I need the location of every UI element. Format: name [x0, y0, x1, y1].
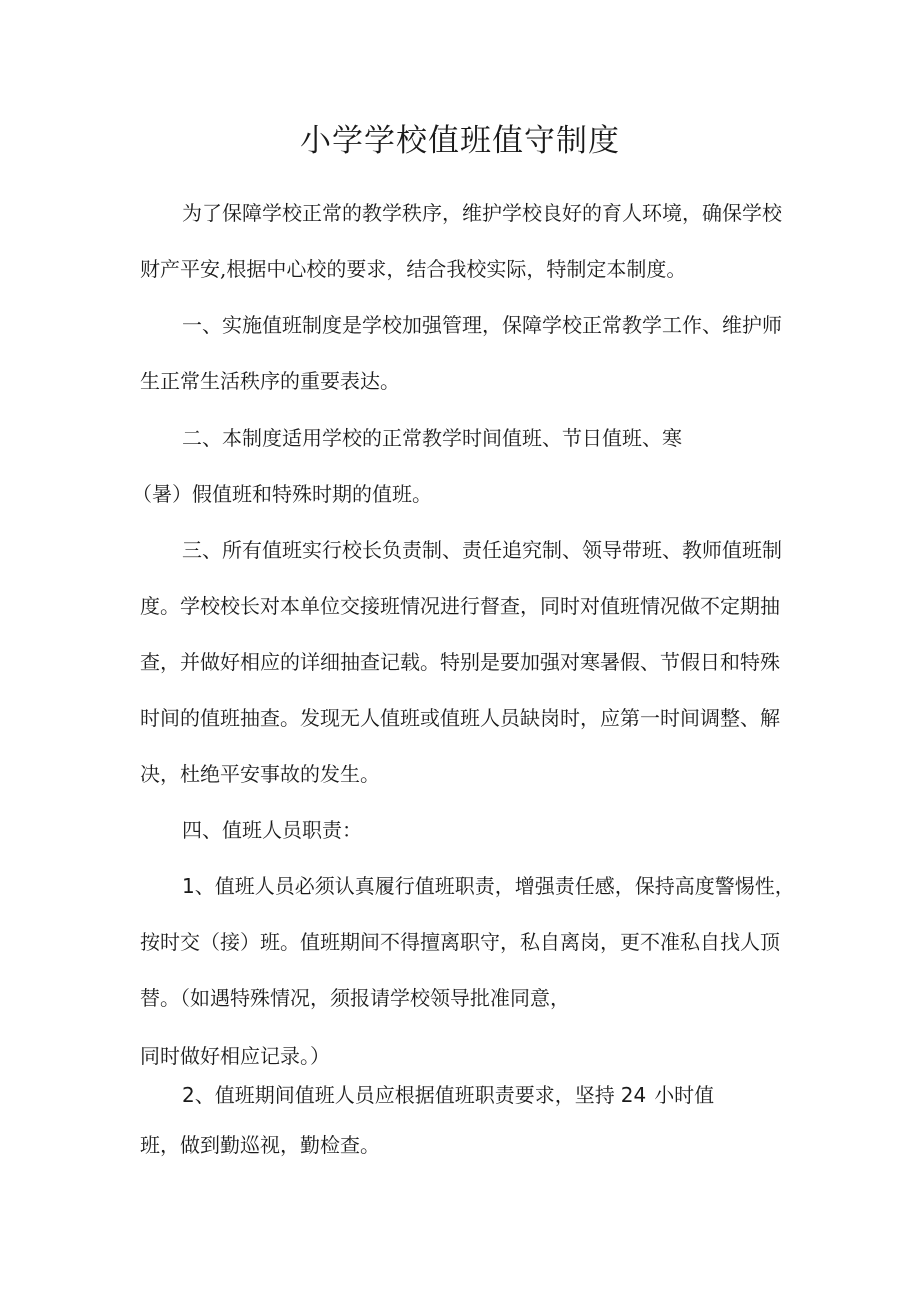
paragraph-line: 三、所有值班实行校长负责制、责任追究制、领导带班、教师值班制	[182, 538, 782, 562]
item-text: 、值班人员必须认真履行值班职责，增强责任感，保持高度警惕性，	[194, 874, 795, 898]
item-text: 小时值	[654, 1083, 715, 1107]
document-title: 小学学校值班值守制度	[300, 123, 620, 159]
item-number: 1	[182, 874, 195, 898]
paragraph-line: 度。学校校长对本单位交接班情况进行督查，同时对值班情况做不定期抽	[140, 594, 780, 618]
paragraph-line	[182, 871, 795, 901]
item-text: 、值班期间值班人员应根据值班职责要求，坚持	[194, 1083, 615, 1107]
hours-number: 24	[620, 1083, 647, 1107]
paragraph-line: 班，做到勤巡视，勤检查。	[140, 1133, 380, 1157]
paragraph-line	[182, 1080, 714, 1110]
paragraph-line: 同时做好相应记录。）	[140, 1044, 330, 1068]
paragraph-line: 查，并做好相应的详细抽查记载。特别是要加强对寒暑假、节假日和特殊	[140, 650, 780, 674]
section-heading: 四、值班人员职责：	[182, 818, 362, 842]
paragraph-line: 时间的值班抽查。发现无人值班或值班人员缺岗时，应第一时间调整、解	[140, 706, 780, 730]
paragraph-line: 决，杜绝平安事故的发生。	[140, 762, 380, 786]
item-number: 2	[182, 1083, 195, 1107]
paragraph-line: 为了保障学校正常的教学秩序，维护学校良好的育人环境，确保学校	[182, 201, 782, 225]
paragraph-line: 替。（如遇特殊情况，须报请学校领导批准同意，	[140, 986, 570, 1010]
paragraph-line: （暑）假值班和特殊时期的值班。	[132, 482, 432, 506]
paragraph-line: 生正常生活秩序的重要表达。	[140, 369, 400, 393]
paragraph-line: 按时交（接）班。值班期间不得擅离职守，私自离岗，更不准私自找人顶	[140, 930, 780, 954]
paragraph-line: 财产平安,根据中心校的要求，结合我校实际，特制定本制度。	[140, 257, 687, 281]
paragraph-line: 一、实施值班制度是学校加强管理，保障学校正常教学工作、维护师	[182, 313, 782, 337]
paragraph-line: 二、本制度适用学校的正常教学时间值班、节日值班、寒	[182, 426, 682, 450]
